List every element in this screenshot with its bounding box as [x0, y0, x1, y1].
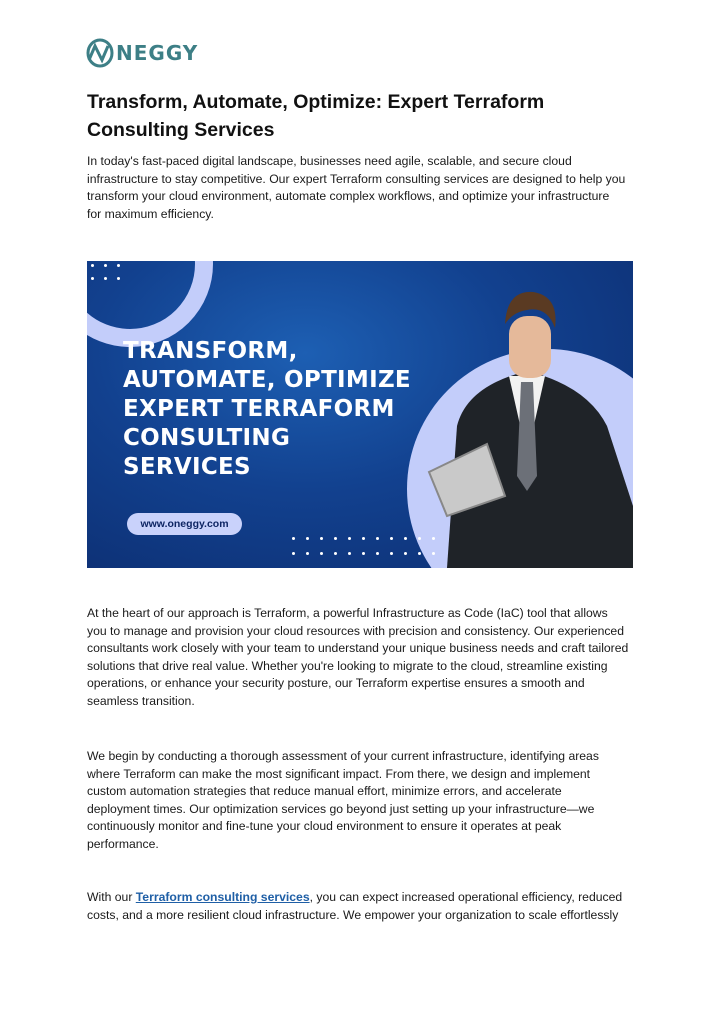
- decor-dots: [292, 537, 435, 555]
- benefits-paragraph: [87, 889, 647, 924]
- title-line: Consulting Services: [87, 119, 275, 141]
- text-line: continuously monitor and fine-tune your cloud environment to ensure it operates at peak: [87, 819, 562, 834]
- assessment-paragraph: [87, 748, 647, 854]
- text-line: performance.: [87, 836, 159, 851]
- text-line: for maximum efficiency.: [87, 206, 214, 221]
- banner-line: SERVICES: [123, 454, 251, 480]
- text-line: In today's fast-paced digital landscape, businesses need agile, scalable, and secure cloud: [87, 154, 572, 168]
- text-line: consultants work closely with your team to understand your unique business needs and craft tailored: [87, 641, 629, 656]
- businessman-illustration: [417, 276, 633, 568]
- text-line: infrastructure to stay competitive. Our expert Terraform consulting services are designed to help you: [87, 171, 626, 186]
- text-line: deployment times. Our optimization services go beyond just setting up your infrastructure—we: [87, 801, 595, 816]
- text-line: solutions that drive real value. Whether you're looking to migrate to the cloud, streamline existing: [87, 658, 608, 673]
- logo: [86, 38, 198, 68]
- text-line: transform your cloud environment, automate complex workflows, and optimize your infrastructure: [87, 189, 610, 204]
- decor-dots: [91, 264, 120, 280]
- banner-line: AUTOMATE, OPTIMIZE: [123, 367, 411, 393]
- banner-line: EXPERT TERRAFORM: [123, 396, 395, 422]
- text-line: where Terraform can make the most significant impact. From there, we design and implement: [87, 766, 591, 781]
- terraform-consulting-link[interactable]: Terraform consulting services: [135, 890, 310, 904]
- text-line: At the heart of our approach is Terraform, a powerful Infrastructure as Code (IaC) tool that allows: [87, 606, 608, 620]
- logo-text: NEGGY: [116, 41, 199, 65]
- text-line: seamless transition.: [87, 693, 195, 708]
- hero-banner-image: [87, 261, 633, 568]
- intro-paragraph: [87, 153, 647, 223]
- text-line: you to manage and provision your cloud resources with precision and consistency. Our experienced: [87, 623, 624, 638]
- logo-mark-icon: [86, 38, 114, 68]
- approach-paragraph: [87, 605, 647, 711]
- page-title: [87, 88, 647, 144]
- banner-line: TRANSFORM,: [123, 338, 298, 364]
- text-span: , you can expect increased operational efficiency, reduced: [309, 890, 623, 904]
- banner-title: [123, 337, 411, 482]
- text-line: costs, and a more resilient cloud infrastructure. We empower your organization to scale effortlessly: [87, 907, 619, 922]
- text-span: With our: [87, 890, 136, 904]
- banner-line: CONSULTING: [123, 425, 291, 451]
- title-line: Transform, Automate, Optimize: Expert Terraform: [87, 91, 545, 113]
- banner-url-pill: www.oneggy.com: [127, 513, 242, 535]
- text-line: We begin by conducting a thorough assessment of your current infrastructure, identifying areas: [87, 749, 599, 763]
- text-line: custom automation strategies that reduce manual effort, minimize errors, and accelerate: [87, 784, 562, 799]
- text-line: operations, or enhance your security posture, our Terraform expertise ensures a smooth and: [87, 676, 585, 691]
- text-line: [87, 889, 647, 907]
